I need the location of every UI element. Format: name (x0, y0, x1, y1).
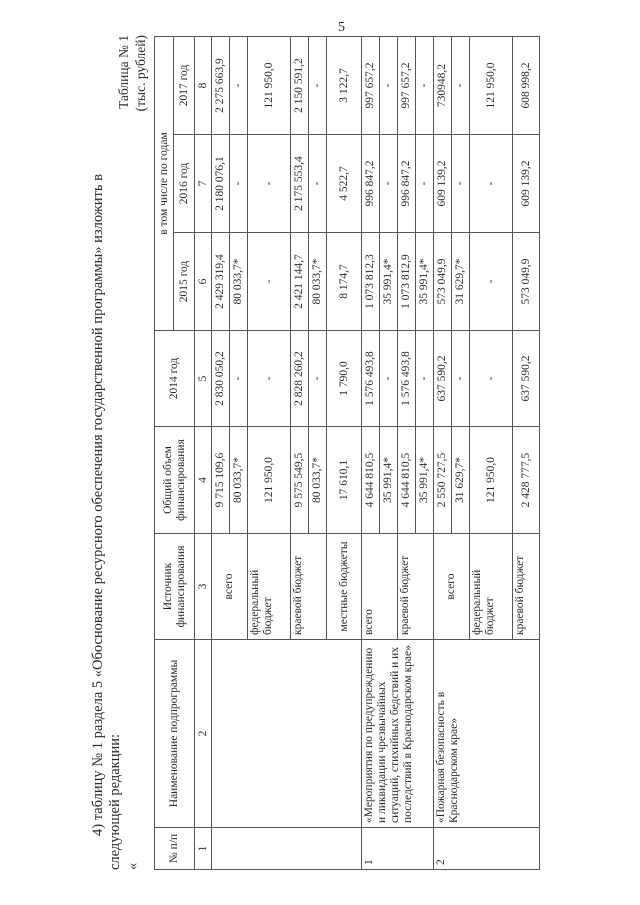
year-cell: - (416, 36, 434, 134)
year-cell: 730948,2 (434, 36, 452, 134)
total-cell: 17 610,1 (327, 427, 362, 534)
total-cell: 121 950,0 (248, 427, 291, 534)
intro-line-2: следующей редакции: (107, 733, 123, 870)
year-cell: 121 950,0 (248, 36, 291, 134)
total-cell: 9 575 549,5 (291, 427, 309, 534)
index-cell: 3 (195, 534, 212, 640)
year-cell: 609 139,2 (513, 135, 540, 233)
index-cell: 4 (195, 427, 212, 534)
source-cell: федеральный бюджет (470, 534, 513, 640)
year-cell: - (309, 135, 327, 233)
year-cell: - (248, 233, 291, 331)
index-row (195, 36, 212, 869)
index-cell: 1 (195, 828, 212, 870)
year-cell: 573 049,9 (513, 233, 540, 331)
intro-line-1: 4) таблицу № 1 раздела 5 «Обоснование ресурсного обеспечения государственной программы» изложить в (90, 174, 106, 836)
year-cell: 8 174,7 (327, 233, 362, 331)
year-cell: - (230, 135, 248, 233)
header-num: № п/п (155, 828, 195, 870)
year-cell: 637 590,2 (434, 331, 452, 427)
total-cell: 35 991,4* (416, 427, 434, 534)
table-title: Таблица № 1 (116, 35, 131, 109)
year-cell: 609 139,2 (434, 135, 452, 233)
year-cell: 35 991,4* (416, 233, 434, 331)
source-cell: краевой бюджет (291, 534, 327, 640)
year-cell: - (230, 36, 248, 134)
year-cell: - (470, 135, 513, 233)
year-cell: 996 847,2 (362, 135, 380, 233)
year-cell: 2 150 591,2 (291, 36, 309, 134)
year-cell: 3 122,7 (327, 36, 362, 134)
header-source: Источник финансирования (155, 534, 195, 640)
year-cell: - (380, 135, 398, 233)
year-cell: - (230, 331, 248, 427)
year-cell: 35 991,4* (380, 233, 398, 331)
year-cell: - (309, 36, 327, 134)
year-cell: 2 175 553,4 (291, 135, 309, 233)
year-cell: 1 073 812,3 (362, 233, 380, 331)
year-cell: 1 576 493,8 (362, 331, 380, 427)
year-cell: - (380, 331, 398, 427)
year-cell: 2 830 050,2 (212, 331, 230, 427)
year-cell: 997 657,2 (398, 36, 416, 134)
subprogram-name: «Мероприятия по предупреждению и ликвидации чрезвычайных ситуаций, стихийных бедствий и их последствий в Краснодарском крае» (362, 640, 434, 828)
year-cell: 573 049,9 (434, 233, 452, 331)
table-row (434, 36, 452, 869)
year-cell: - (470, 331, 513, 427)
total-cell: 4 644 810,5 (362, 427, 380, 534)
total-cell: 4 644 810,5 (398, 427, 416, 534)
subprogram-number: 1 (362, 828, 434, 870)
year-cell: - (416, 331, 434, 427)
source-cell: всего (212, 534, 248, 640)
source-cell: краевой бюджет (398, 534, 434, 640)
year-cell: 2 180 076,1 (212, 135, 230, 233)
subprogram-number: 2 (434, 828, 540, 870)
open-quote: « (125, 862, 141, 870)
year-cell: 4 522,7 (327, 135, 362, 233)
year-cell: - (248, 135, 291, 233)
total-cell: 35 991,4* (380, 427, 398, 534)
total-cell: 80 033,7* (309, 427, 327, 534)
total-cell: 121 950,0 (470, 427, 513, 534)
header-name: Наименование подпрограммы (155, 640, 195, 828)
year-cell: 2 828 260,2 (291, 331, 309, 427)
table-units: (тыс. рублей) (133, 35, 148, 112)
total-cell: 2 550 727,5 (434, 427, 452, 534)
year-cell: 997 657,2 (362, 36, 380, 134)
year-cell: 608 998,2 (513, 36, 540, 134)
year-cell: 1 073 812,9 (398, 233, 416, 331)
index-cell: 7 (195, 135, 212, 233)
year-cell: 637 590,2 (513, 331, 540, 427)
index-cell: 6 (195, 233, 212, 331)
index-cell: 5 (195, 331, 212, 427)
year-cell: 80 033,7* (309, 233, 327, 331)
year-cell: - (416, 135, 434, 233)
source-cell: местные бюджеты (327, 534, 362, 640)
empty-cell (212, 828, 362, 870)
year-cell: 1 576 493,8 (398, 331, 416, 427)
source-cell: всего (362, 534, 398, 640)
total-cell: 31 629,7* (452, 427, 470, 534)
header-2014: 2014 год (155, 331, 195, 427)
funding-table (154, 36, 540, 870)
year-cell: - (248, 331, 291, 427)
source-cell: краевой бюджет (513, 534, 540, 640)
header-by-years: в том числе по годам (155, 36, 174, 330)
total-cell: 9 715 109,6 (212, 427, 230, 534)
year-cell: 1 790,0 (327, 331, 362, 427)
rotated-page-content (90, 35, 560, 870)
source-cell: федеральный бюджет (248, 534, 291, 640)
year-cell: 2 275 663,9 (212, 36, 230, 134)
header-total: Общий объем финансирования (155, 427, 195, 534)
table-row (362, 36, 380, 869)
year-cell: - (452, 135, 470, 233)
year-cell: 2 429 319,4 (212, 233, 230, 331)
year-cell: 121 950,0 (470, 36, 513, 134)
year-cell: - (470, 233, 513, 331)
year-cell: 31 629,7* (452, 233, 470, 331)
header-2016: 2016 год (174, 135, 195, 233)
year-cell: - (452, 331, 470, 427)
empty-cell (212, 640, 362, 828)
header-2017: 2017 год (174, 36, 195, 134)
intro-paragraph (90, 35, 142, 870)
table-row (212, 36, 230, 869)
year-cell: 80 033,7* (230, 233, 248, 331)
total-cell: 80 033,7* (230, 427, 248, 534)
index-cell: 2 (195, 640, 212, 828)
year-cell: 2 421 144,7 (291, 233, 309, 331)
year-cell: - (452, 36, 470, 134)
header-2015: 2015 год (174, 233, 195, 331)
page-number: 5 (338, 20, 345, 35)
total-cell: 2 428 777,5 (513, 427, 540, 534)
year-cell: - (380, 36, 398, 134)
year-cell: - (309, 331, 327, 427)
year-cell: 996 847,2 (398, 135, 416, 233)
source-cell: всего (434, 534, 470, 640)
subprogram-name: «Пожарная безопасность в Краснодарском крае» (434, 640, 540, 828)
index-cell: 8 (195, 36, 212, 134)
